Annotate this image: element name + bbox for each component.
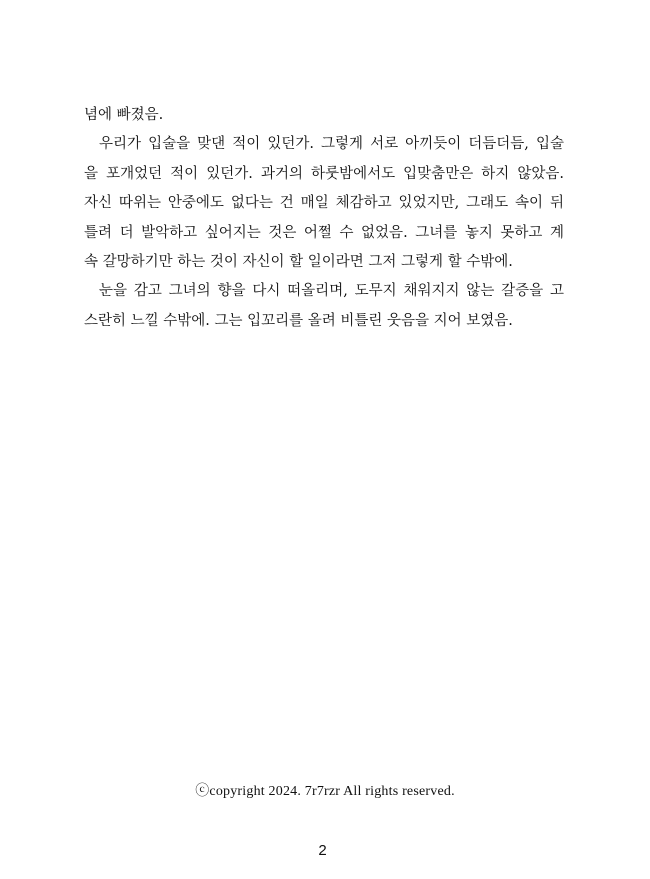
text-line: 우리가 입술을 맞댄 적이 있던가. 그렇게 서로 아끼듯이 더듬더듬, 입술 [99, 136, 564, 153]
body-text [84, 101, 564, 336]
text-line: 틀려 더 발악하고 싶어지는 것은 어쩔 수 없었음. 그녀를 놓지 못하고 계 [84, 224, 564, 241]
text-line: 자신 따위는 안중에도 없다는 건 매일 체감하고 있었지만, 그래도 속이 뒤 [84, 195, 564, 212]
text-line: 을 포개었던 적이 있던가. 과거의 하룻밤에서도 입맞춤만은 하지 않았음. [84, 165, 564, 182]
copyright-notice: ⓒcopyright 2024. 7r7rzr All rights reserved. [195, 784, 455, 799]
text-line: 스란히 느낄 수밖에. 그는 입꼬리를 올려 비틀린 웃음을 지어 보였음. [84, 312, 513, 329]
text-line: 눈을 감고 그녀의 향을 다시 떠올리며, 도무지 채워지지 않는 갈증을 고 [99, 283, 564, 300]
text-line: 념에 빠졌음. [84, 107, 164, 123]
page-number: 2 [318, 842, 327, 859]
text-line: 속 갈망하기만 하는 것이 자신이 할 일이라면 그저 그렇게 할 수밖에. [84, 253, 513, 270]
